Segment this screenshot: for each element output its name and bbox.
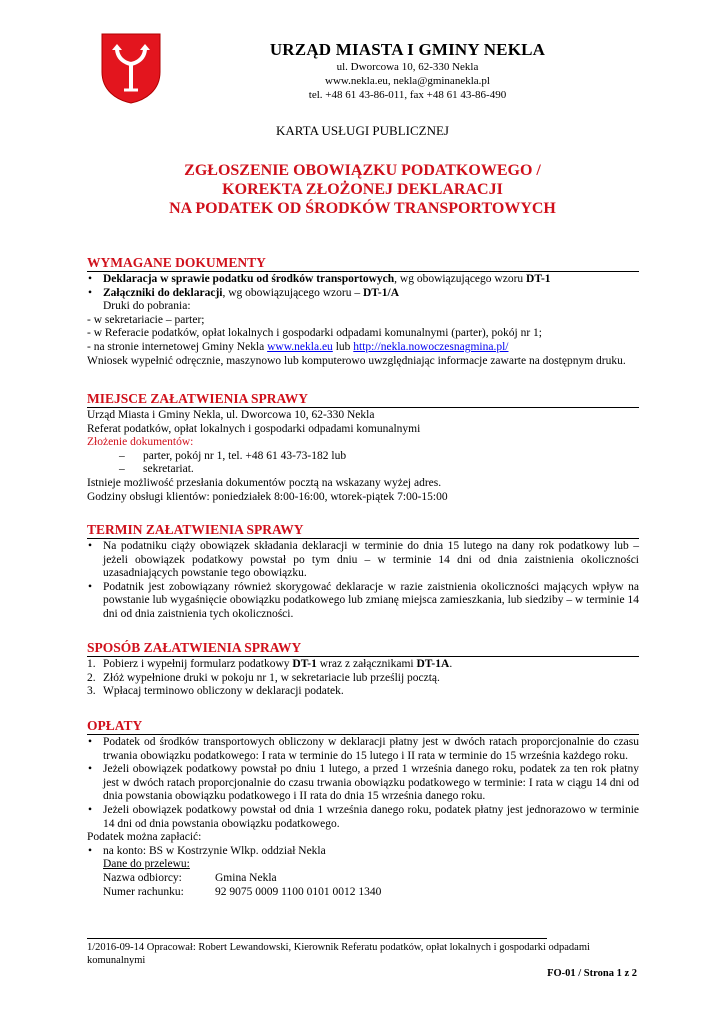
transfer-details — [87, 858, 639, 899]
section-heading: MIEJSCE ZAŁATWIENIA SPRAWY — [87, 391, 639, 408]
list-item: 3. Wpłacaj terminowo obliczony w deklaracji podatek. — [87, 685, 344, 698]
account-row: Numer rachunku: 92 9075 0009 1100 0101 0012 1340 — [103, 885, 382, 898]
section-fees — [87, 718, 639, 899]
coat-of-arms-icon — [100, 32, 162, 104]
section-required-documents — [87, 255, 639, 368]
section-place — [87, 391, 639, 504]
download-option: - w sekretariacie – parter; — [87, 313, 205, 326]
title-line-1: ZGŁOSZENIE OBOWIĄZKU PODATKOWEGO / — [184, 162, 541, 179]
list-item: • Podatnik jest zobowiązany również skorygować deklaracje w razie zaistnienia okoliczności mających wpływ na powstanie lub wygaśnięcie obowiązku podatkowego lub zmianę miejsca zamieszkania, lub siedziby – w terminie 14 dni od dnia zaistnienia tych okoliczności. — [87, 581, 639, 622]
list-item: • Załączniki do deklaracji, wg obowiązującego wzoru – DT-1/A — [87, 287, 639, 301]
title-line-2: KOREKTA ZŁOŻONEJ DEKLARACJI — [222, 181, 503, 198]
list-item: • Na podatniku ciąży obowiązek składania deklaracji w terminie do dnia 15 lutego na dany rok podatkowy lub – jeżeli obowiązek podatkowy powstał po tym dniu – w terminie 14 dni od dnia zaistnienia okoliczności uzasadniających powstanie tego obowiązku. — [87, 540, 639, 581]
download-option: - na stronie internetowej Gminy Nekla www.nekla.eu lub http://nekla.nowoczesnagmina.pl/ — [87, 340, 509, 353]
office-phone: tel. +48 61 43-86-011, fax +48 61 43-86-490 — [308, 89, 507, 101]
place-line: Referat podatków, opłat lokalnych i gospodarki odpadami komunalnymi — [87, 422, 421, 435]
place-line: Urząd Miasta i Gminy Nekla, ul. Dworcowa 10, 62-330 Nekla — [87, 409, 375, 421]
list-item: • na konto: BS w Kostrzynie Wlkp. oddział Nekla — [87, 845, 639, 859]
office-name: URZĄD MIASTA I GMINY NEKLA — [269, 40, 546, 59]
section-heading: SPOSÓB ZAŁATWIENIA SPRAWY — [87, 640, 639, 657]
submission-label: Złożenie dokumentów: — [87, 436, 194, 449]
form-note: Wniosek wypełnić odręcznie, maszynowo lub komputerowo uwzględniając informacje zawarte na dostępnym druku. — [87, 354, 626, 367]
section-heading: TERMIN ZAŁATWIENIA SPRAWY — [87, 522, 639, 539]
submission-option: – sekretariat. — [87, 463, 639, 477]
page-title — [60, 161, 665, 218]
footer-author: 1/2016-09-14 Opracował: Robert Lewandowski, Kierownik Referatu podatków, opłat lokalnych i gospodarki odpadami komunalnymi — [87, 942, 590, 966]
office-hours: Godziny obsługi klientów: poniedziałek 8:00-16:00, wtorek-piątek 7:00-15:00 — [87, 490, 448, 503]
office-header — [170, 40, 645, 102]
nowoczesnagmina-link[interactable]: http://nekla.nowoczesnagmina.pl/ — [353, 340, 509, 353]
card-type: KARTA USŁUGI PUBLICZNEJ — [276, 123, 449, 138]
page-number: FO-01 / Strona 1 z 2 — [547, 968, 637, 979]
section-method — [87, 640, 639, 699]
list-item: • Deklaracja w sprawie podatku od środków transportowych, wg obowiązującego wzoru DT-1 — [87, 273, 639, 287]
office-address: ul. Dworcowa 10, 62-330 Nekla — [336, 61, 479, 73]
download-option: - w Referacie podatków, opłat lokalnych i gospodarki odpadami komunalnymi (parter), pokój nr 1; — [87, 327, 542, 340]
submission-option: – parter, pokój nr 1, tel. +48 61 43-73-182 lub — [87, 450, 639, 464]
section-heading: OPŁATY — [87, 718, 639, 735]
list-item: 1. Pobierz i wypełnij formularz podatkowy DT-1 wraz z załącznikami DT-1A. — [87, 658, 453, 670]
recipient-row: Nazwa odbiorcy: Gmina Nekla — [103, 871, 277, 884]
transfer-label: Dane do przelewu: — [103, 858, 190, 871]
nekla-website-link[interactable]: www.nekla.eu — [267, 340, 333, 353]
section-deadline — [87, 522, 639, 622]
place-line: Istnieje możliwość przesłania dokumentów pocztą na wskazany wyżej adres. — [87, 476, 442, 489]
downloads-label: Druki do pobrania: — [103, 300, 191, 313]
list-item: • Podatek od środków transportowych obliczony w deklaracji płatny jest w dwóch ratach proporcjonalnie do czasu trwania obowiązku podatkowego: I rata w terminie do 15 lutego i II rata w terminie do 15 września każdego roku. — [87, 736, 639, 763]
list-item: • Jeżeli obowiązek podatkowy powstał po dniu 1 lutego, a przed 1 września danego roku, podatek za ten rok płatny jest w dwóch ratach proporcjonalnie do czasu trwania obowiązku podatkowego w terminie: I rata w ciągu 14 dni od dnia powstania obowiązku podatkowego i II rata do dnia 15 września danego roku. — [87, 763, 639, 804]
office-web-email: www.nekla.eu, nekla@gminanekla.pl — [325, 75, 490, 87]
title-line-3: NA PODATEK OD ŚRODKÓW TRANSPORTOWYCH — [169, 200, 556, 217]
section-heading: WYMAGANE DOKUMENTY — [87, 255, 639, 272]
list-item: • Jeżeli obowiązek podatkowy powstał od dnia 1 września danego roku, podatek płatny jest jednorazowo w terminie 14 dni od dnia powstania obowiązku podatkowego. — [87, 804, 639, 831]
footer — [87, 938, 639, 967]
payment-label: Podatek można zapłacić: — [87, 831, 202, 844]
list-item: 2. Złóż wypełnione druki w pokoju nr 1, w sekretariacie lub prześlij pocztą. — [87, 671, 440, 684]
